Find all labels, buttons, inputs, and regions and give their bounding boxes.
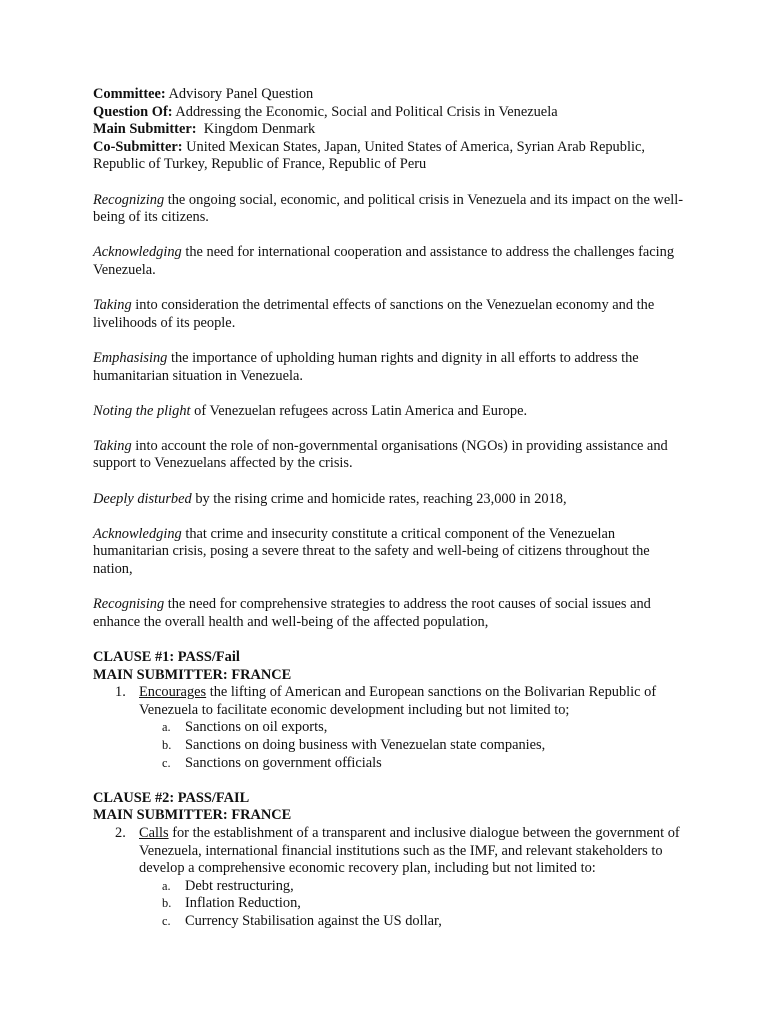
question-label: Question Of: — [93, 103, 173, 120]
preamble-lead: Noting the plight — [93, 402, 191, 419]
preamble-text: the need for comprehensive strategies to address the root causes of social issues and enhance the overall health and well-being of the affected population, — [93, 596, 651, 630]
sub-clause-text: Debt restructuring, — [185, 877, 294, 894]
preamble-clause — [93, 438, 683, 473]
sub-clause — [93, 719, 683, 737]
main-submitter-label: Main Submitter: — [93, 121, 197, 138]
preamble-clause — [93, 403, 683, 421]
sub-clause — [93, 895, 683, 913]
question-value: Addressing the Economic, Social and Political Crisis in Venezuela — [175, 103, 558, 120]
sub-clause-text: Inflation Reduction, — [185, 895, 301, 912]
preamble-clause — [93, 491, 683, 509]
operative-verb: Calls — [139, 824, 169, 841]
sub-clause — [93, 755, 683, 773]
preamble-lead: Acknowledging — [93, 244, 182, 261]
sub-clause-letter: c. — [162, 913, 171, 928]
preamble-lead: Taking — [93, 297, 132, 314]
preamble-clause — [93, 596, 683, 631]
sub-clause-text: Sanctions on government officials — [185, 754, 382, 771]
operative-text: the lifting of American and European sanctions on the Bolivarian Republic of Venezuela to facilitate economic development including but not limited to; — [139, 684, 657, 718]
clause-2 — [93, 790, 683, 931]
preamble-lead: Acknowledging — [93, 525, 182, 542]
preamble-clause — [93, 297, 683, 332]
operative-clause — [93, 825, 683, 878]
preamble-text: the need for international cooperation and assistance to address the challenges facing Venezuela. — [93, 244, 675, 278]
committee-value: Advisory Panel Question — [168, 86, 314, 102]
preamble — [93, 192, 683, 632]
sub-clause — [93, 913, 683, 931]
sub-clause-text: Sanctions on oil exports, — [185, 719, 328, 736]
preamble-lead: Deeply disturbed — [93, 490, 192, 507]
preamble-text: into consideration the detrimental effects of sanctions on the Venezuelan economy and the livelihoods of its people. — [93, 297, 655, 331]
sub-clause — [93, 878, 683, 896]
sub-clause-letter: b. — [162, 737, 172, 752]
operative-text: for the establishment of a transparent and inclusive dialogue between the government of Venezuela, international financial institutions such as the IMF, and relevant stakeholders to develop a comprehensive economic recovery plan, including but not limited to: — [139, 824, 680, 877]
preamble-text: the importance of upholding human rights and dignity in all efforts to address the humanitarian situation in Venezuela. — [93, 349, 639, 384]
sub-clause — [93, 737, 683, 755]
question-line — [93, 104, 683, 122]
preamble-lead: Taking — [93, 437, 132, 454]
header-block — [93, 86, 683, 174]
co-submitter-value: United Mexican States, Japan, United States of America, Syrian Arab Republic, Republic of Turkey, Republic of France, Republic of Peru — [93, 138, 645, 173]
preamble-lead: Emphasising — [93, 349, 168, 366]
preamble-clause — [93, 192, 683, 227]
clause-number: 1. — [115, 684, 126, 701]
preamble-clause — [93, 350, 683, 385]
clause-title: CLAUSE #1: PASS/Fail — [93, 649, 240, 665]
preamble-text: of Venezuelan refugees across Latin America and Europe. — [190, 402, 528, 419]
co-submitter-line — [93, 139, 683, 174]
sub-clause-text: Sanctions on doing business with Venezuelan state companies, — [185, 736, 546, 753]
sub-clause-letter: a. — [162, 720, 171, 735]
co-submitter-label: Co-Submitter: — [93, 138, 183, 155]
clause-submitter: MAIN SUBMITTER: FRANCE — [93, 807, 292, 824]
preamble-clause — [93, 526, 683, 579]
clause-number: 2. — [115, 824, 126, 841]
sub-clause-letter: c. — [162, 755, 171, 770]
preamble-clause — [93, 244, 683, 279]
preamble-lead: Recognising — [93, 596, 165, 613]
sub-clause-letter: a. — [162, 878, 171, 893]
committee-line — [93, 86, 683, 104]
main-submitter-line — [93, 121, 683, 139]
operative-verb: Encourages — [139, 684, 207, 701]
preamble-text: the ongoing social, economic, and political crisis in Venezuela and its impact on the well-being of its citizens. — [93, 191, 683, 226]
operative-clause — [93, 684, 683, 719]
preamble-lead: Recognizing — [93, 191, 165, 208]
sub-clause-text: Currency Stabilisation against the US dollar, — [185, 912, 442, 929]
clause-submitter: MAIN SUBMITTER: FRANCE — [93, 666, 292, 683]
preamble-text: into account the role of non-governmental organisations (NGOs) in providing assistance and support to Venezuelans affected by the crisis. — [93, 437, 668, 472]
main-submitter-value: Kingdom Denmark — [203, 121, 316, 138]
sub-clause-letter: b. — [162, 896, 172, 911]
committee-label: Committee: — [93, 86, 166, 102]
preamble-text: that crime and insecurity constitute a critical component of the Venezuelan humanitarian crisis, posing a severe threat to the safety and well-being of citizens throughout the nation, — [93, 525, 650, 578]
resolution-body — [93, 86, 683, 931]
preamble-text: by the rising crime and homicide rates, reaching 23,000 in 2018, — [191, 490, 567, 507]
clause-title: CLAUSE #2: PASS/FAIL — [93, 789, 250, 806]
clause-1 — [93, 649, 683, 772]
